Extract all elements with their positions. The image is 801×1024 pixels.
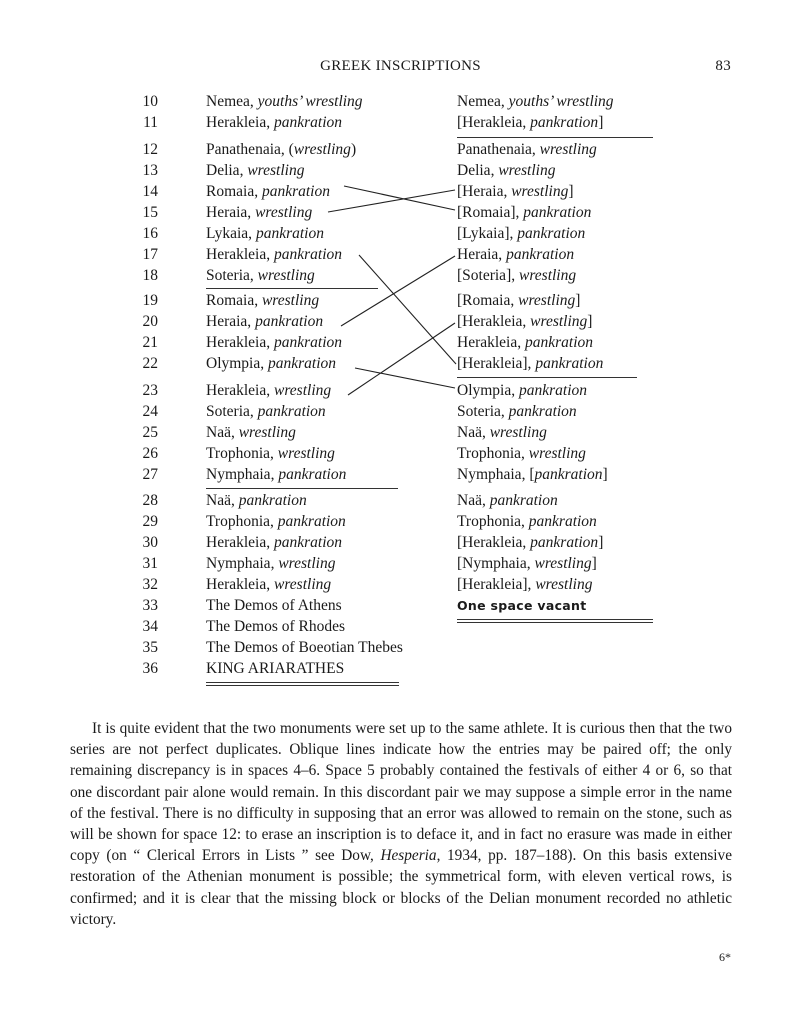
left-festival: The Demos of Boeotian Thebes [206, 639, 403, 656]
left-festival: Herakleia, [206, 334, 274, 351]
left-event: pankration [255, 225, 324, 242]
left-festival: Olympia, [206, 355, 268, 372]
left-festival: Naä, [206, 424, 239, 441]
right-festival: [Nymphaia, [457, 555, 535, 572]
right-event: pankration [508, 403, 577, 420]
right-event: pankration [506, 246, 575, 263]
line-number: 17 [142, 246, 158, 263]
line-number: 20 [142, 313, 158, 330]
left-festival: Romaia, [206, 183, 262, 200]
left-event: wrestling [257, 267, 315, 284]
right-festival: Nymphaia, [ [457, 466, 535, 483]
right-event: pankration [528, 513, 597, 530]
right-event: wrestling [534, 555, 592, 572]
line-number: 35 [142, 639, 158, 656]
left-event: wrestling [274, 382, 332, 399]
left-festival: Herakleia, [206, 534, 274, 551]
left-event: pankration [277, 513, 346, 530]
right-festival: Panathenaia, [457, 141, 540, 158]
line-number: 16 [142, 225, 158, 242]
left-event: wrestling [255, 204, 313, 221]
right-event: wrestling [489, 424, 547, 441]
left-festival: Delia, [206, 162, 248, 179]
left-festival: Herakleia, [206, 114, 274, 131]
line-number: 25 [142, 424, 158, 441]
line-number: 21 [142, 334, 158, 351]
right-festival: [Romaia], [457, 204, 524, 221]
right-suffix: ] [598, 114, 604, 131]
right-festival: [Soteria], [457, 267, 519, 284]
right-festival: Naä, [457, 424, 490, 441]
left-festival: Panathenaia, ( [206, 141, 294, 158]
right-festival: [Romaia, [457, 292, 519, 309]
left-event: pankration [274, 534, 343, 551]
right-festival: Delia, [457, 162, 499, 179]
right-event: pankration [530, 534, 599, 551]
journal-title: Hesperia [380, 847, 437, 865]
left-event: pankration [274, 334, 343, 351]
line-number: 12 [142, 141, 158, 158]
right-event: youths’ wrestling [508, 93, 614, 110]
right-event: wrestling [535, 576, 593, 593]
right-festival: Trophonia, [457, 513, 529, 530]
left-festival: KING ARIARATHES [206, 660, 345, 677]
right-festival: [Herakleia, [457, 114, 531, 131]
left-festival: Herakleia, [206, 576, 274, 593]
right-event: wrestling [530, 313, 588, 330]
right-festival: Soteria, [457, 403, 509, 420]
left-festival: Lykaia, [206, 225, 256, 242]
line-number: 33 [142, 597, 158, 614]
commentary-text-1: It is quite evident that the two monuments were set up to the same athlete. It is curious then that the two series are not perfect duplicates. Oblique lines indicate how the entries may be paired off; the only remaining discrepancy is in spaces 4–6. Space 5 probably contained the festivals of either 4 or 6, so that one discordant pair alone would remain. In this discordant pair we may suppose a simple error in the name of the festival. There is no difficulty in supposing that an error was allowed to remain on the stone, such as will be shown for space 12: to erase an inscription is to deface it, and in fact no erasure was made in either copy (on “ Clerical Errors in Lists ” see Dow, [70, 720, 732, 865]
left-suffix: ) [350, 141, 357, 158]
left-festival: Trophonia, [206, 513, 278, 530]
right-event: pankration [530, 114, 599, 131]
line-number: 31 [142, 555, 158, 572]
left-festival: Heraia, [206, 313, 256, 330]
left-event: wrestling [274, 576, 332, 593]
right-suffix: ] [591, 555, 597, 572]
line-number: 18 [142, 267, 158, 284]
right-event: pankration [525, 334, 594, 351]
line-number: 34 [142, 618, 158, 635]
line-number: 30 [142, 534, 158, 551]
right-event: pankration [535, 355, 604, 372]
right-suffix: ] [602, 466, 608, 483]
left-event: pankration [261, 183, 330, 200]
line-number: 32 [142, 576, 158, 593]
right-event: wrestling [498, 162, 556, 179]
left-event: wrestling [261, 292, 320, 309]
pair-line-herakleia-23 [348, 323, 455, 395]
left-festival: The Demos of Athens [206, 597, 342, 614]
left-event: wrestling [278, 555, 336, 572]
pair-line-heraia-20 [341, 256, 455, 326]
line-number: 29 [142, 513, 158, 530]
right-event: pankration [517, 225, 586, 242]
right-event: wrestling [539, 141, 597, 158]
line-number: 24 [142, 403, 158, 420]
line-number: 15 [142, 204, 158, 221]
left-event: wrestling [293, 141, 351, 158]
line-number: 19 [142, 292, 158, 309]
left-festival: Soteria, [206, 267, 258, 284]
pair-line-heraia-wrestling [328, 190, 455, 212]
left-festival: Naä, [206, 492, 239, 509]
left-event: youths’ wrestling [257, 93, 363, 110]
right-event: wrestling [511, 183, 569, 200]
running-title: GREEK INSCRIPTIONS [320, 58, 481, 74]
right-event: wrestling [528, 445, 586, 462]
left-festival: Romaia, [206, 292, 262, 309]
left-event: wrestling [277, 445, 335, 462]
line-number: 36 [142, 660, 158, 677]
right-suffix: ] [587, 313, 593, 330]
line-number: 23 [142, 382, 158, 399]
left-event: pankration [274, 114, 343, 131]
right-event: pankration [489, 492, 558, 509]
right-festival: [Herakleia, [457, 313, 531, 330]
line-number: 28 [142, 492, 158, 509]
page-number: 83 [715, 58, 731, 74]
left-festival: Nemea, [206, 93, 258, 110]
pair-line-olympia [355, 368, 455, 388]
right-festival: [Herakleia, [457, 534, 531, 551]
right-festival: Naä, [457, 492, 490, 509]
right-festival: Herakleia, [457, 334, 525, 351]
right-festival: [Herakleia], [457, 576, 536, 593]
signature-mark: 6* [719, 950, 731, 964]
line-number: 22 [142, 355, 158, 372]
left-festival: Herakleia, [206, 382, 274, 399]
left-event: pankration [238, 492, 307, 509]
left-festival: Trophonia, [206, 445, 278, 462]
right-suffix: ] [568, 183, 574, 200]
left-event: wrestling [238, 424, 296, 441]
right-festival: Nemea, [457, 93, 509, 110]
left-event: pankration [268, 355, 337, 372]
right-festival: Heraia, [457, 246, 507, 263]
left-festival: Herakleia, [206, 246, 274, 263]
left-festival: The Demos of Rhodes [206, 618, 346, 635]
line-number: 26 [142, 445, 158, 462]
line-number: 27 [142, 466, 158, 483]
left-event: wrestling [247, 162, 305, 179]
line-number: 13 [142, 162, 158, 179]
right-festival: [Herakleia], [457, 355, 536, 372]
line-number: 11 [143, 114, 158, 131]
right-event: pankration [519, 382, 588, 399]
left-festival: Nymphaia, [206, 555, 279, 572]
pair-line-herakleia-17 [359, 255, 456, 364]
right-event: wrestling [518, 267, 577, 284]
line-number: 14 [142, 183, 158, 200]
commentary-paragraph [70, 718, 732, 930]
right-festival: [Heraia, [457, 183, 512, 200]
left-festival: Soteria, [206, 403, 258, 420]
left-event: pankration [255, 313, 324, 330]
left-event: pankration [257, 403, 326, 420]
right-festival: Trophonia, [457, 445, 529, 462]
left-festival: Nymphaia, [206, 466, 279, 483]
right-festival: Olympia, [457, 382, 519, 399]
right-suffix: ] [598, 534, 604, 551]
right-event: pankration [523, 204, 592, 221]
left-event: pankration [278, 466, 347, 483]
right-event: pankration [534, 466, 603, 483]
right-suffix: ] [575, 292, 581, 309]
line-number: 10 [142, 93, 158, 110]
right-event: wrestling [518, 292, 576, 309]
left-festival: Heraia, [206, 204, 256, 221]
commentary-text-2: , 1934, pp. 187–188). On this basis extensive restoration of the Athenian monument is possible; the symmetrical form, with eleven vertical rows, is confirmed; and it is clear that the missing block or blocks of the Delian monument recorded no athletic victory. [70, 847, 732, 928]
vacant-note: One space vacant [457, 598, 587, 613]
left-event: pankration [274, 246, 343, 263]
right-festival: [Lykaia], [457, 225, 518, 242]
